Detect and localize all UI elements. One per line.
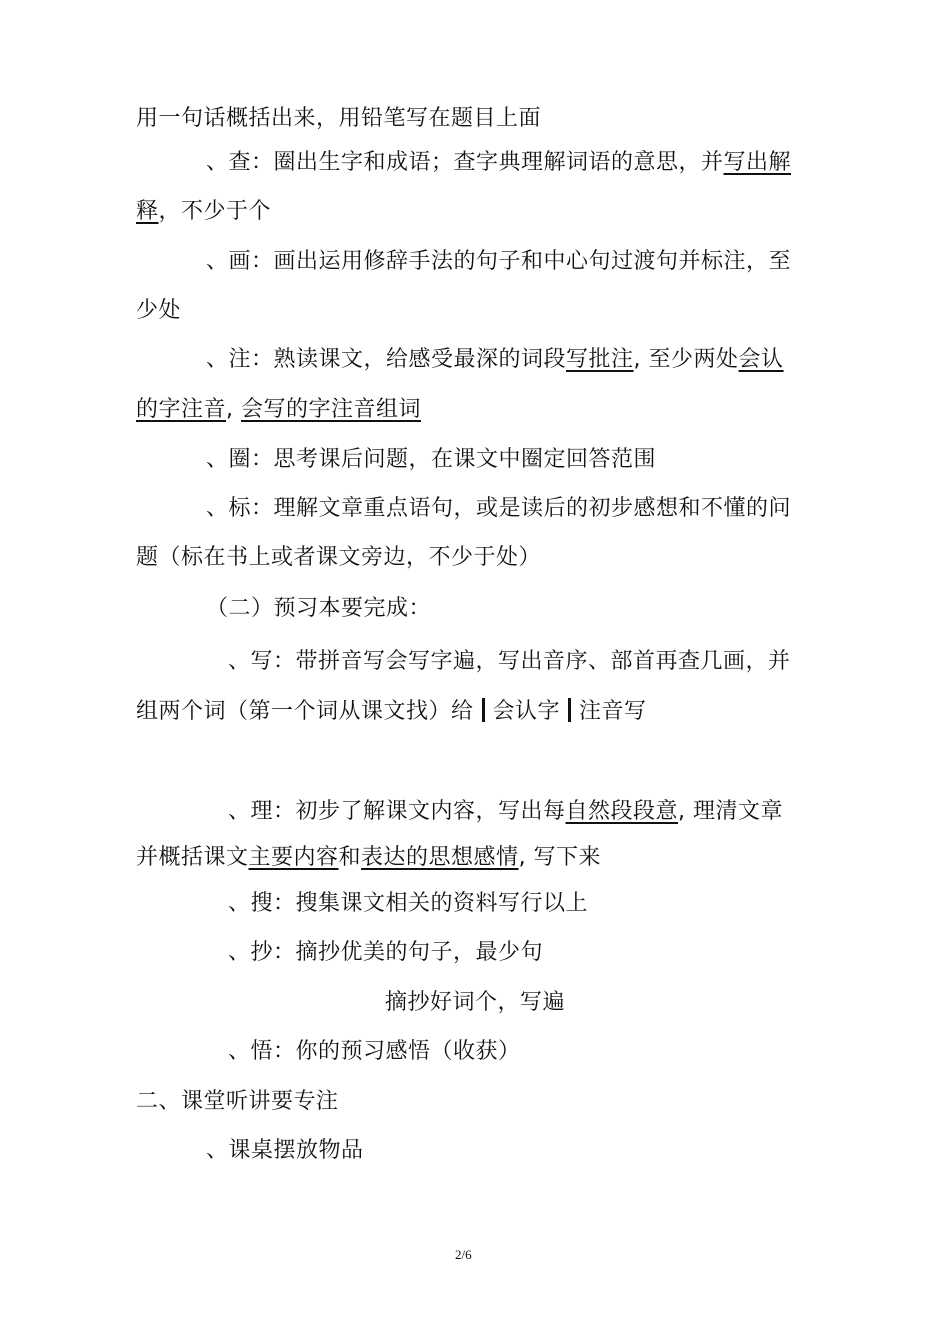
text: 用一句话概括出来，用铅笔写在题目上面 [136,106,542,131]
vertical-bar [482,698,485,722]
text-line [228,797,783,827]
text: 组两个词（第一个词从课文找）给 [136,699,474,724]
text: 少处 [136,298,182,323]
page-number: 2/6 [455,1247,472,1262]
vertical-bar [568,698,571,722]
section-heading [136,1087,339,1117]
text: 、写：带拼音写会写字遍，写出音序、部首再查几画，并 [228,649,791,674]
text: 、课桌摆放物品 [206,1138,364,1163]
text-line [136,296,181,326]
text: 、标：理解文章重点语句，或是读后的初步感想和不懂的问 [206,496,792,521]
text: 、圈：思考课后问题，在课文中圈定回答范围 [206,447,657,472]
underlined-text: 自然段段意 [565,799,679,824]
text-line [206,445,656,475]
text-line [136,543,541,573]
text-line [206,247,791,277]
text-line [228,889,588,919]
text-line [136,395,421,425]
text: 、搜：搜集课文相关的资料写行以上 [228,891,589,916]
underlined-text: 写批注 [566,347,634,372]
underlined-text: 会认 [738,347,784,372]
text-line [206,494,791,524]
underlined-text: 主要内容 [248,845,339,870]
text-line [136,197,271,227]
underlined-text: 表达的思想感情 [361,845,519,870]
text: 摘抄好词个，写遍 [385,990,566,1015]
section-heading [206,594,431,624]
text: 二、课堂听讲要专注 [136,1089,339,1114]
text-line [385,988,565,1018]
text-line [228,938,543,968]
underlined-text: 会写的字注音组词 [241,397,422,422]
text: （二）预习本要完成： [206,596,432,621]
text-line [136,843,601,873]
text-line [136,104,541,134]
text: , 至少两处 [633,347,739,372]
text-line [136,697,647,727]
text-line [228,1037,521,1067]
text: 和 [338,845,362,870]
text: , 理清文章 [678,799,784,824]
text: 、注：熟读课文，给感受最深的词段 [206,347,567,372]
text-line [206,1136,364,1166]
text: 并概括课文 [136,845,249,870]
text: 题（标在书上或者课文旁边，不少于处） [136,545,542,570]
text-line [206,148,791,178]
text: 、画：画出运用修辞手法的句子和中心句过渡句并标注，至 [206,249,792,274]
text: 、查：圈出生字和成语；查字典理解词语的意思，并 [206,150,724,175]
underlined-text: 释 [136,199,159,224]
underlined-text: 的字注音 [136,397,227,422]
text-line [228,647,791,677]
text: 、抄：摘抄优美的句子，最少句 [228,940,544,965]
text: , 写下来 [518,845,602,870]
text: 、理：初步了解课文内容，写出每 [228,799,566,824]
text: , [226,397,242,422]
text-line [206,345,784,375]
text: 注音写 [579,699,647,724]
underlined-text: 写出解 [723,150,792,175]
text: ，不少于个 [158,199,272,224]
text: 、悟：你的预习感悟（收获） [228,1039,521,1064]
text: 会认字 [492,699,561,724]
